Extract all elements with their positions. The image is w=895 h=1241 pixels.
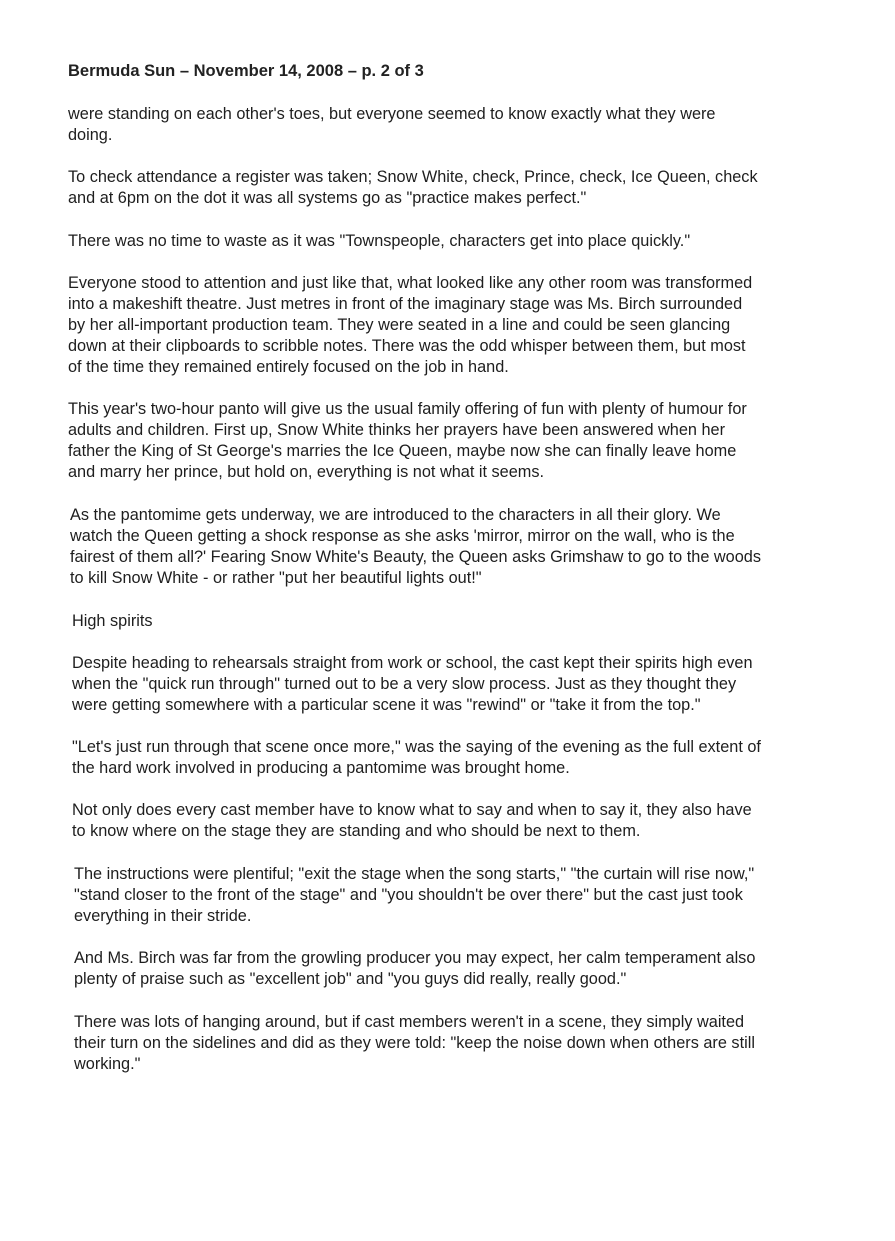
text-line: father the King of St George's marries the Ice Queen, maybe now she can finally leave home bbox=[68, 442, 737, 460]
text-line: when the "quick run through" turned out to be a very slow process. Just as they thought they bbox=[72, 675, 737, 693]
paragraph-5 bbox=[68, 399, 747, 483]
text-line: and at 6pm on the dot it was all systems go as "practice makes perfect." bbox=[68, 189, 587, 207]
paragraph-9 bbox=[72, 800, 752, 842]
text-line: working." bbox=[74, 1055, 141, 1073]
paragraph-3 bbox=[68, 231, 690, 252]
text-line: and marry her prince, but hold on, everything is not what it seems. bbox=[68, 463, 545, 481]
text-line: to know where on the stage they are standing and who should be next to them. bbox=[72, 822, 641, 840]
text-line: watch the Queen getting a shock response as she asks 'mirror, mirror on the wall, who is the bbox=[70, 527, 735, 545]
page-header: Bermuda Sun – November 14, 2008 – p. 2 of 3 bbox=[68, 62, 424, 80]
text-line: were getting somewhere with a particular scene it was "rewind" or "take it from the top." bbox=[72, 696, 701, 714]
text-line: And Ms. Birch was far from the growling producer you may expect, her calm temperament also bbox=[74, 949, 756, 967]
text-line: adults and children. First up, Snow White thinks her prayers have been answered when her bbox=[68, 421, 726, 439]
text-line: their turn on the sidelines and did as they were told: "keep the noise down when others are still bbox=[74, 1034, 755, 1052]
text-line: Despite heading to rehearsals straight from work or school, the cast kept their spirits high even bbox=[72, 654, 753, 672]
text-line: Not only does every cast member have to know what to say and when to say it, they also have bbox=[72, 801, 752, 819]
text-line: High spirits bbox=[72, 612, 153, 630]
text-line: "Let's just run through that scene once more," was the saying of the evening as the full extent of bbox=[72, 738, 761, 756]
text-line: Everyone stood to attention and just like that, what looked like any other room was transformed bbox=[68, 274, 753, 292]
paragraph-7 bbox=[72, 653, 753, 716]
text-line: To check attendance a register was taken; Snow White, check, Prince, check, Ice Queen, check bbox=[68, 168, 758, 186]
text-line: the hard work involved in producing a pantomime was brought home. bbox=[72, 759, 570, 777]
paragraph-1 bbox=[68, 104, 716, 146]
text-line: There was no time to waste as it was "Townspeople, characters get into place quickly." bbox=[68, 232, 691, 250]
text-line: by her all-important production team. They were seated in a line and could be seen glancing bbox=[68, 316, 731, 334]
section-heading bbox=[72, 611, 153, 632]
paragraph-2 bbox=[68, 167, 758, 209]
paragraph-12 bbox=[74, 1012, 755, 1075]
paragraph-6 bbox=[70, 505, 761, 589]
text-line: This year's two-hour panto will give us the usual family offering of fun with plenty of humour for bbox=[68, 400, 747, 418]
text-line: fairest of them all?' Fearing Snow White's Beauty, the Queen asks Grimshaw to go to the woods bbox=[70, 548, 761, 566]
text-line: "stand closer to the front of the stage" and "you shouldn't be over there" but the cast just took bbox=[74, 886, 743, 904]
paragraph-11 bbox=[74, 948, 755, 990]
text-line: There was lots of hanging around, but if cast members weren't in a scene, they simply waited bbox=[74, 1013, 745, 1031]
text-line: everything in their stride. bbox=[74, 907, 252, 925]
text-line: of the time they remained entirely focused on the job in hand. bbox=[68, 358, 509, 376]
paragraph-10 bbox=[74, 864, 754, 927]
text-line: to kill Snow White - or rather "put her beautiful lights out!" bbox=[70, 569, 482, 587]
paragraph-8 bbox=[72, 737, 761, 779]
text-line: were standing on each other's toes, but everyone seemed to know exactly what they were bbox=[68, 105, 716, 123]
text-line: plenty of praise such as "excellent job" and "you guys did really, really good." bbox=[74, 970, 627, 988]
text-line: As the pantomime gets underway, we are introduced to the characters in all their glory. We bbox=[70, 506, 721, 524]
text-line: into a makeshift theatre. Just metres in front of the imaginary stage was Ms. Birch surrounded bbox=[68, 295, 743, 313]
text-line: The instructions were plentiful; "exit the stage when the song starts," "the curtain will rise now," bbox=[74, 865, 755, 883]
text-line: down at their clipboards to scribble notes. There was the odd whisper between them, but most bbox=[68, 337, 746, 355]
text-line: doing. bbox=[68, 126, 113, 144]
paragraph-4 bbox=[68, 273, 752, 378]
